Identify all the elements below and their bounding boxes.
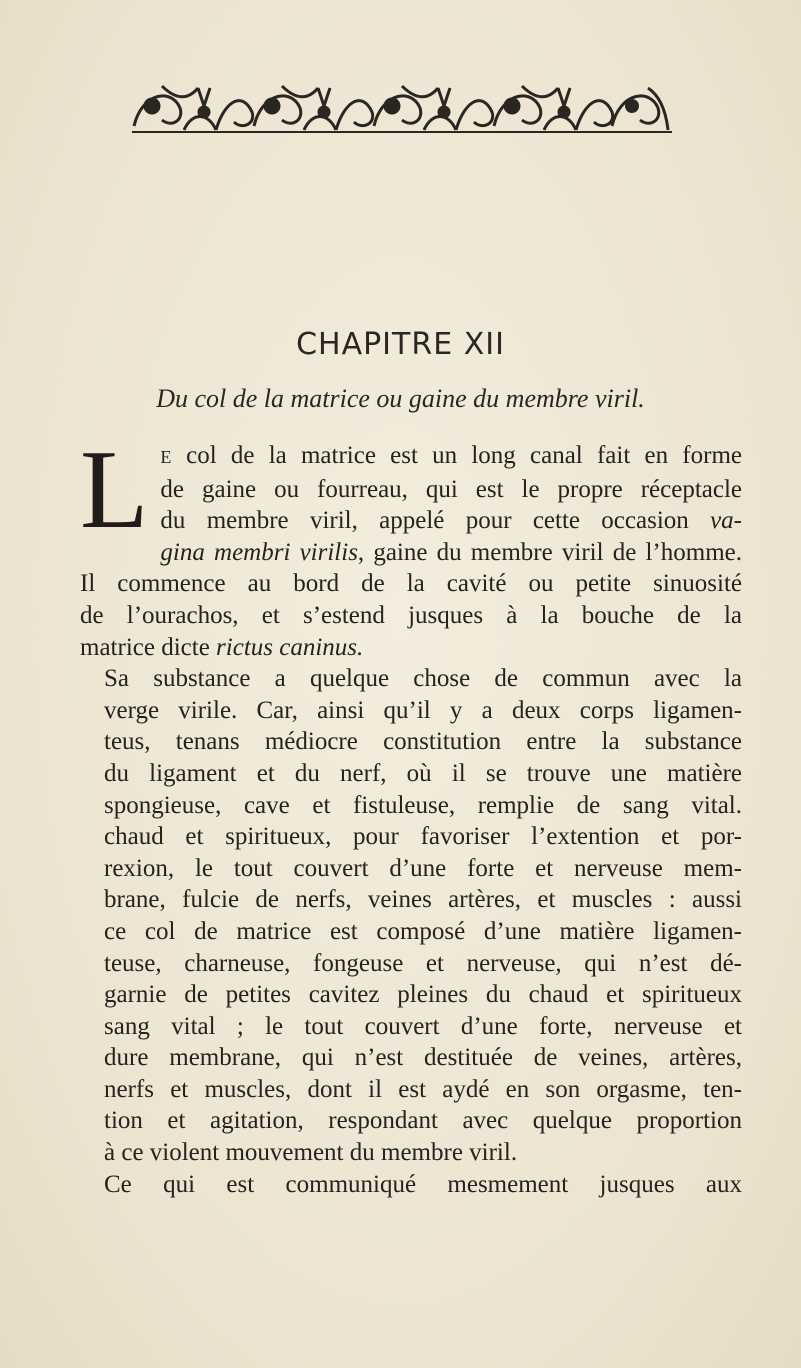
- text-line: E col de la matrice est un long canal fait en forme: [160, 442, 742, 469]
- text-line: dure membrane, qui n’est destituée de veines, artères,: [104, 1044, 742, 1072]
- text-line: teus, tenans médiocre constitution entre la substance: [104, 728, 742, 756]
- text-line: de l’ourachos, et s’estend jusques à la bouche de la: [80, 601, 742, 629]
- text-line: verge virile. Car, ainsi qu’il y a deux corps ligamen-: [104, 696, 742, 724]
- paragraph-1: [80, 428, 742, 663]
- text-line: chaud et spiritueux, pour favoriser l’extention et por-: [104, 823, 742, 851]
- text-line: rexion, le tout couvert d’une forte et nerveuse mem-: [104, 854, 742, 882]
- text-line: à ce violent mouvement du membre viril.: [104, 1139, 518, 1167]
- text-line: de gaine ou fourreau, qui est le propre réceptacle: [160, 475, 742, 503]
- chapter-subtitle: Du col de la matrice ou gaine du membre viril.: [156, 384, 645, 413]
- text-line: nerfs et muscles, dont il est aydé en son orgasme, ten-: [104, 1075, 742, 1103]
- text-line: Sa substance a quelque chose de commun avec la: [104, 665, 742, 693]
- text-line: gina membri virilis, gaine du membre viril de l’homme.: [160, 538, 742, 566]
- text-line: Il commence au bord de la cavité ou petite sinuosité: [80, 570, 742, 598]
- chapter-title: CHAPITRE XII: [296, 327, 505, 362]
- text-line: Ce qui est communiqué mesmement jusques aux: [104, 1170, 742, 1198]
- chapter-body: [80, 428, 742, 1200]
- text-line: garnie de petites cavitez pleines du chaud et spiritueux: [104, 981, 742, 1009]
- paragraph-3: [80, 1169, 742, 1201]
- text-line: spongieuse, cave et fistuleuse, remplie de sang vital.: [104, 791, 742, 819]
- text-line: tion et agitation, respondant avec quelque proportion: [104, 1107, 742, 1135]
- text-line: du ligament et du nerf, où il se trouve une matière: [104, 759, 742, 787]
- text-line: teuse, charneuse, fongeuse et nerveuse, qui n’est dé-: [104, 949, 742, 977]
- text-line: ce col de matrice est composé d’une matière ligamen-: [104, 917, 742, 945]
- text-line: sang vital ; le tout couvert d’une forte, nerveuse et: [104, 1012, 742, 1040]
- text-line: du membre viril, appelé pour cette occasion va-: [160, 507, 742, 535]
- text-line: brane, fulcie de nerfs, veines artères, et muscles : aussi: [104, 886, 742, 914]
- paragraph-2: [80, 663, 742, 1169]
- drop-cap: L: [80, 428, 149, 552]
- ornamental-header-band: [132, 82, 672, 134]
- text-line: matrice dicte rictus caninus.: [80, 633, 364, 661]
